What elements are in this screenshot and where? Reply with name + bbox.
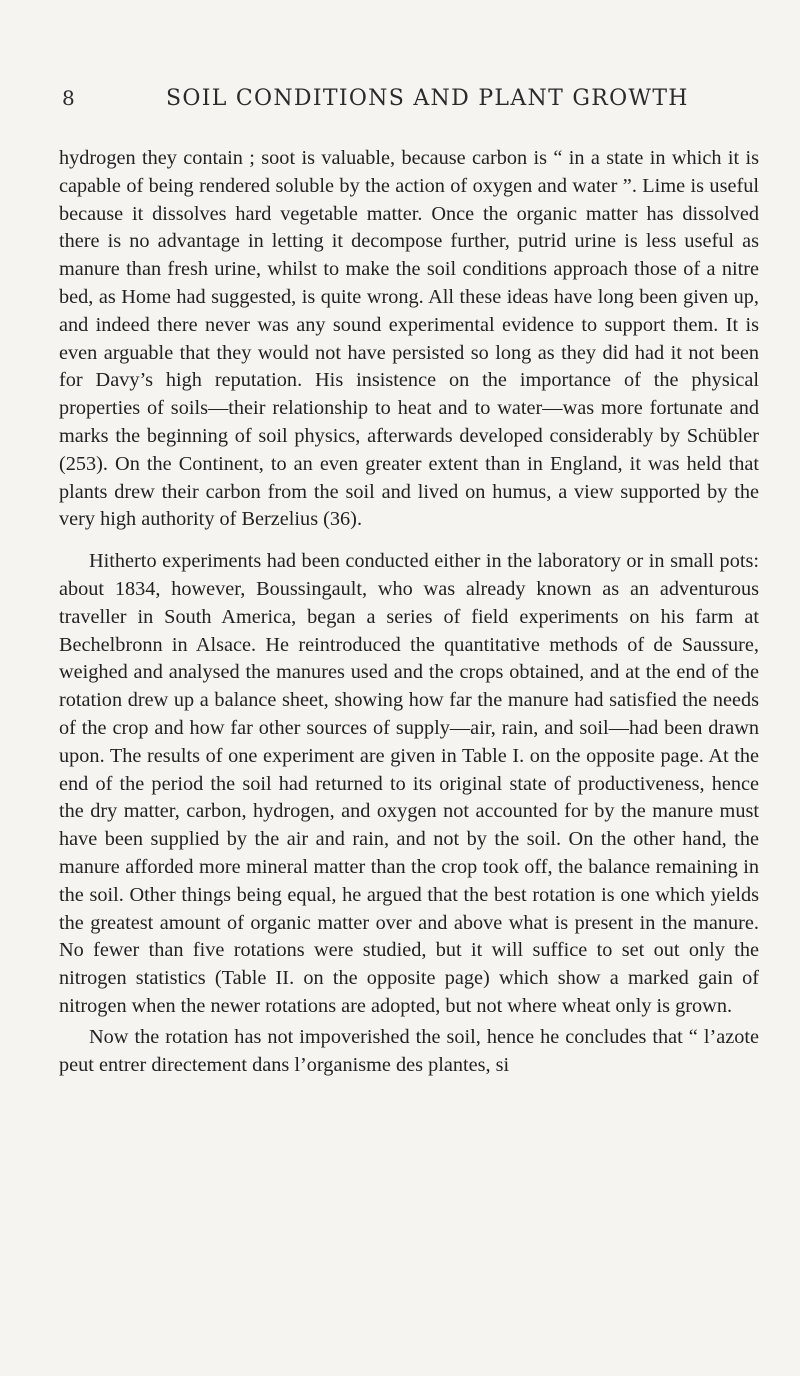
paragraph: hydrogen they contain ; soot is valuable, because carbon is “ in a state in which it is capable of being rendered soluble by the action of oxygen and water ”. Lime is useful because it dissolves hard vegetable matter. Once the organic matter has dissolved there is no advantage in letting it decompose further, putrid urine is less useful as manure than fresh urine, whilst to make the soil conditions approach those of a nitre bed, as Home had suggested, is quite wrong. All these ideas have long been given up, and indeed there never was any sound experimental evidence to support them. It is even arguable that they would not have persisted so long as they did had it not been for Davy’s high reputation. His insistence on the importance of the physical properties of soils—their relationship to heat and to water—was more fortunate and marks the beginning of soil physics, afterwards developed considerably by Schübler (253). On the Continent, to an even greater extent than in England, it was held that plants drew their carbon from the soil and lived on humus, a view supported by the very high authority of Berzelius (36). <box>59 147 759 531</box>
paragraph: Hitherto experiments had been conducted either in the laboratory or in small pots: about 1834, however, Boussingault, who was already known as an adventurous traveller in South America, began a series of field experiments on his farm at Bechelbronn in Alsace. He reintroduced the quantitative methods of de Saussure, weighed and analysed the manures used and the crops obtained, and at the end of the rotation drew up a balance sheet, showing how far the manure had satisfied the needs of the crop and how far other sources of supply—air, rain, and soil—had been drawn upon. The results of one experiment are given in Table I. on the opposite page. At the end of the period the soil had returned to its original state of productiveness, hence the dry matter, carbon, hydrogen, and oxygen not accounted for by the manure must have been supplied by the air and rain, and not by the soil. On the other hand, the manure afforded more mineral matter than the crop took off, the balance remaining in the soil. Other things being equal, he argued that the best rotation is one which yields the greatest amount of organic matter over and above what is present in the manure. No fewer than five rotations were studied, but it will suffice to set out only the nitrogen statistics (Table II. on the opposite page) which show a marked gain of nitrogen when the newer rotations are adopted, but not where wheat only is grown. <box>59 550 759 1017</box>
body-text <box>59 145 759 1079</box>
running-head: SOIL CONDITIONS AND PLANT GROWTH <box>166 86 689 111</box>
page-header <box>62 86 752 114</box>
page-number: 8 <box>62 86 76 110</box>
paragraph: Now the rotation has not impoverished the soil, hence he concludes that “ l’azote peut entrer directement dans l’organisme des plantes, si <box>59 1025 759 1076</box>
